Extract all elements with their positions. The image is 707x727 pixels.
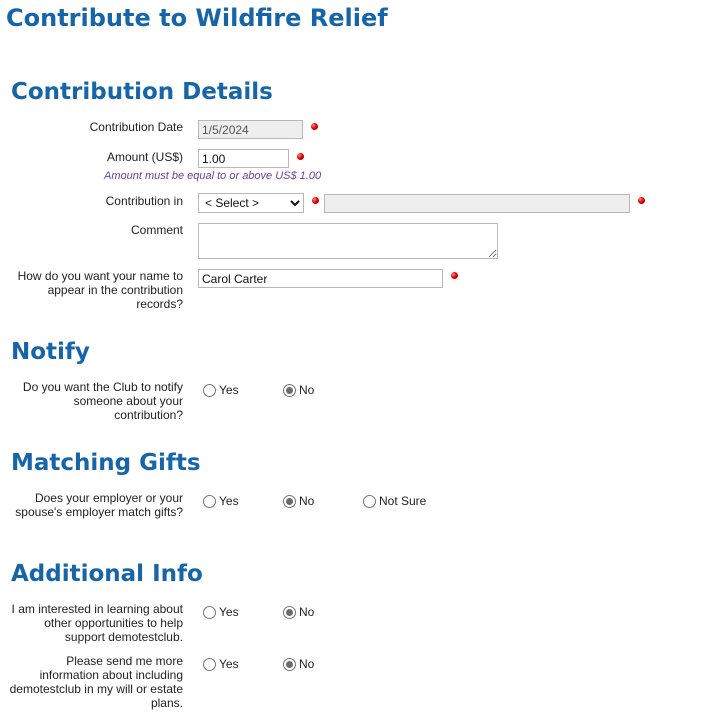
- q1-yes-radio[interactable]: [203, 605, 239, 619]
- required-icon: [312, 197, 319, 204]
- radio-checked-icon[interactable]: [283, 495, 296, 508]
- contribution-date-field[interactable]: [198, 120, 303, 139]
- q1-yes-label: Yes: [219, 605, 239, 619]
- section-title-additional-info: Additional Info: [11, 561, 203, 587]
- notify-no-label: No: [299, 383, 315, 397]
- q2-yes-radio[interactable]: [203, 657, 239, 671]
- q2-yes-label: Yes: [219, 657, 239, 671]
- contribution-in-select[interactable]: [198, 193, 304, 213]
- matching-no-label: No: [299, 494, 315, 508]
- section-title-contribution-details: Contribution Details: [11, 79, 273, 105]
- matching-question: Does your employer or your spouse's employer match gifts?: [15, 491, 183, 519]
- notify-yes-label: Yes: [219, 383, 239, 397]
- required-icon: [638, 197, 645, 204]
- matching-no-radio[interactable]: [283, 494, 314, 508]
- amount-label: Amount (US$): [106, 150, 183, 164]
- name-display-field[interactable]: [198, 269, 443, 288]
- contribution-in-text-field[interactable]: [324, 194, 630, 213]
- amount-field[interactable]: [198, 149, 289, 168]
- amount-hint: Amount must be equal to or above US$ 1.00: [104, 170, 322, 182]
- additional-q2: Please send me more information about including demotestclub in my will or estate plans.: [9, 654, 183, 710]
- radio-unchecked-icon[interactable]: [203, 495, 216, 508]
- required-icon: [311, 123, 318, 130]
- notify-no-radio[interactable]: [283, 383, 314, 397]
- radio-checked-icon[interactable]: [283, 384, 296, 397]
- matching-yes-label: Yes: [219, 494, 239, 508]
- q2-no-radio[interactable]: [283, 657, 314, 671]
- page-title: Contribute to Wildfire Relief: [6, 4, 388, 32]
- required-icon: [451, 272, 458, 279]
- radio-unchecked-icon[interactable]: [203, 658, 216, 671]
- notify-yes-radio[interactable]: [203, 383, 239, 397]
- comment-label: Comment: [130, 223, 183, 237]
- additional-q1: I am interested in learning about other opportunities to help support demotestclub.: [11, 602, 183, 644]
- radio-unchecked-icon[interactable]: [363, 495, 376, 508]
- section-title-notify: Notify: [11, 339, 90, 365]
- name-display-label: How do you want your name to appear in the contribution records?: [17, 269, 183, 311]
- contribution-date-label: Contribution Date: [89, 120, 183, 134]
- q1-no-label: No: [299, 605, 315, 619]
- q2-no-label: No: [299, 657, 315, 671]
- q1-no-radio[interactable]: [283, 605, 314, 619]
- radio-checked-icon[interactable]: [283, 606, 296, 619]
- comment-field[interactable]: [198, 223, 498, 259]
- radio-unchecked-icon[interactable]: [203, 384, 216, 397]
- required-icon: [297, 153, 304, 160]
- radio-unchecked-icon[interactable]: [203, 606, 216, 619]
- contribution-in-label: Contribution in: [105, 194, 183, 208]
- matching-not-sure-label: Not Sure: [379, 494, 427, 508]
- matching-yes-radio[interactable]: [203, 494, 239, 508]
- section-title-matching-gifts: Matching Gifts: [11, 450, 201, 476]
- notify-question: Do you want the Club to notify someone about your contribution?: [22, 380, 183, 422]
- matching-not-sure-radio[interactable]: [363, 494, 426, 508]
- radio-checked-icon[interactable]: [283, 658, 296, 671]
